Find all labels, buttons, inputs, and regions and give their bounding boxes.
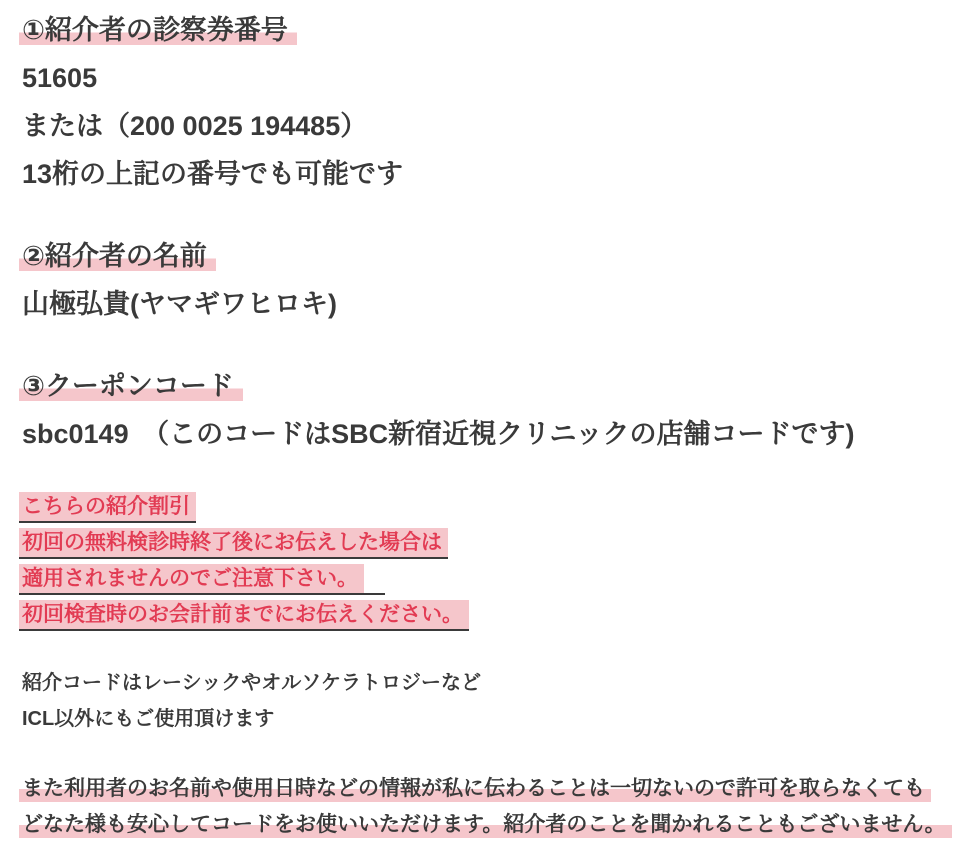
warning-link-1[interactable]: こちらの紹介割引 bbox=[19, 492, 196, 523]
section-coupon-code bbox=[22, 362, 954, 458]
privacy-note-line-2 bbox=[22, 807, 954, 843]
privacy-note-text-2: どなた様も安心してコードをお使いいただけます。紹介者のことを聞かれることもございません。 bbox=[19, 813, 952, 838]
referrer-name-heading-line bbox=[22, 232, 954, 280]
card-number-heading-line bbox=[22, 6, 954, 54]
warning-link-2[interactable]: 初回の無料検診時終了後にお伝えした場合は bbox=[19, 528, 448, 559]
section-discount-warning bbox=[22, 492, 954, 631]
card-number-heading: ①紹介者の診察券番号 bbox=[19, 15, 297, 45]
privacy-note-line-1 bbox=[22, 771, 954, 807]
usage-note-line-1: 紹介コードはレーシックやオルソケラトロジーなど bbox=[22, 672, 481, 694]
warning-line-3 bbox=[22, 564, 954, 595]
warning-line-4 bbox=[22, 600, 954, 631]
card-number-alt: または（200 0025 194485） bbox=[22, 111, 368, 141]
coupon-code-heading: ③クーポンコード bbox=[19, 371, 243, 401]
section-privacy-note bbox=[22, 771, 954, 843]
warning-line-1 bbox=[22, 492, 954, 523]
privacy-note-text-1: また利用者のお名前や使用日時などの情報が私に伝わることは一切ないので許可を取らなくても bbox=[19, 777, 931, 802]
warning-link-3[interactable]: 適用されませんのでご注意下さい。 bbox=[19, 564, 364, 595]
referrer-name-value: 山極弘貴(ヤマギワヒロキ) bbox=[22, 289, 337, 319]
referrer-name-heading: ②紹介者の名前 bbox=[19, 241, 216, 271]
warning-link-4[interactable]: 初回検査時のお会計前までにお伝えください。 bbox=[19, 600, 469, 631]
coupon-code-value: sbc0149 （このコードはSBC新宿近視クリニックの店舗コードです) bbox=[22, 419, 855, 449]
card-number-note: 13桁の上記の番号でも可能です bbox=[22, 159, 404, 189]
section-card-number bbox=[22, 6, 954, 198]
warning-tail-3 bbox=[364, 564, 385, 595]
section-referrer-name bbox=[22, 232, 954, 328]
section-usage-note bbox=[22, 665, 954, 737]
warning-line-2 bbox=[22, 528, 954, 559]
coupon-code-heading-line bbox=[22, 362, 954, 410]
usage-note-line-2: ICL以外にもご使用頂けます bbox=[22, 708, 275, 730]
card-number-value: 51605 bbox=[22, 63, 98, 93]
